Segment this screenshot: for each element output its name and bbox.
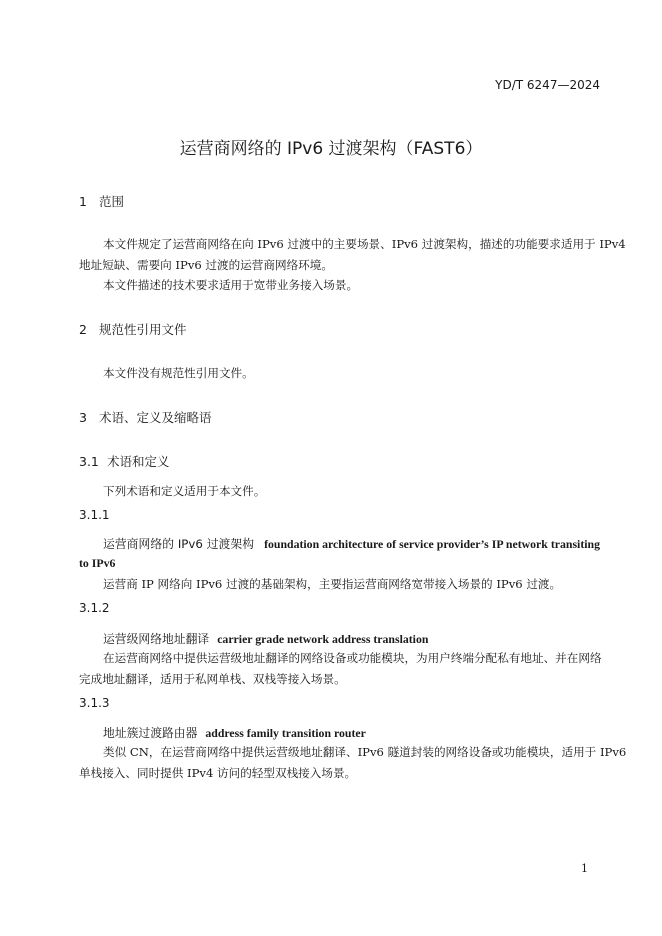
term-number: 3.1.2 — [79, 601, 110, 615]
section-number: 3.1 — [79, 454, 99, 469]
section-3-heading — [79, 408, 212, 426]
section-title: 术语和定义 — [107, 454, 170, 469]
subsection-3-1-heading — [79, 452, 170, 470]
standard-number: YD/T 6247—2024 — [495, 78, 600, 92]
term-number: 3.1.3 — [79, 696, 110, 710]
section-number: 3 — [79, 410, 87, 425]
term-zh: 运营商网络的 IPv6 过渡架构 — [103, 537, 255, 551]
paragraph-line: 地址短缺、需要向 IPv6 过渡的运营商网络环境。 — [79, 258, 333, 272]
document-title: 运营商网络的 IPv6 过渡架构（FAST6） — [179, 139, 483, 159]
term-definition-line: 完成地址翻译，适用于私网单栈、双栈等接入场景。 — [79, 672, 346, 686]
term-zh: 地址簇过渡路由器 — [103, 726, 198, 740]
term-en: address family transition router — [205, 726, 366, 740]
section-number: 2 — [79, 322, 87, 337]
term-en-continued: to IPv6 — [79, 556, 116, 570]
section-1-heading — [79, 192, 124, 210]
page-number: 1 — [581, 862, 588, 875]
term-definition-line: 在运营商网络中提供运营级地址翻译的网络设备或功能模块，为用户终端分配私有地址、并在网络 — [103, 651, 602, 665]
paragraph: 本文件没有规范性引用文件。 — [103, 366, 254, 380]
term-heading — [103, 630, 428, 647]
section-number: 1 — [79, 194, 87, 209]
term-heading — [103, 724, 366, 741]
term-en: foundation architecture of service provider’s IP network transiting — [264, 537, 600, 551]
paragraph: 下列术语和定义适用于本文件。 — [103, 484, 266, 498]
section-2-heading — [79, 320, 187, 338]
term-definition: 运营商 IP 网络向 IPv6 过渡的基础架构，主要指运营商网络宽带接入场景的 IPv6 过渡。 — [103, 577, 562, 591]
term-en: carrier grade network address translation — [217, 632, 429, 646]
term-definition-line: 单栈接入、同时提供 IPv4 访问的轻型双栈接入场景。 — [79, 766, 357, 780]
term-definition-line: 类似 CN，在运营商网络中提供运营级地址翻译、IPv6 隧道封装的网络设备或功能模块，适用于 IPv6 — [103, 745, 627, 759]
term-number: 3.1.1 — [79, 508, 110, 522]
section-title: 规范性引用文件 — [99, 322, 187, 337]
paragraph: 本文件描述的技术要求适用于宽带业务接入场景。 — [103, 278, 359, 292]
section-title: 范围 — [99, 194, 125, 209]
paragraph-line: 本文件规定了运营商网络在向 IPv6 过渡中的主要场景、IPv6 过渡架构，描述的功能要求适用于 IPv4 — [103, 237, 626, 251]
term-zh: 运营级网络地址翻译 — [103, 632, 210, 646]
section-title: 术语、定义及缩略语 — [99, 410, 212, 425]
term-heading — [103, 535, 600, 552]
